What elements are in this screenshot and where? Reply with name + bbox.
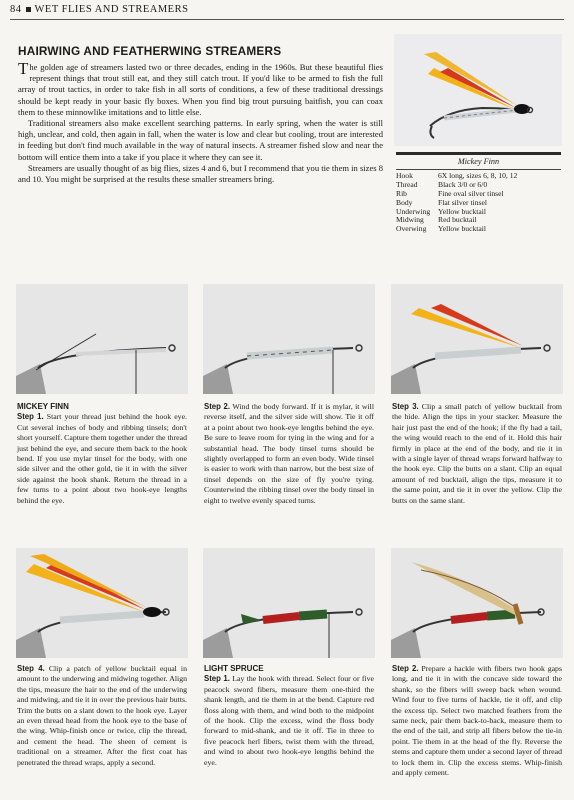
mickey-finn-fly-photo [394,34,562,146]
intro-text [18,59,383,185]
recipe-row: Underwing Yellow bucktail [396,206,486,216]
page-number: 84 [10,4,22,15]
recipe-row: Midwing Red bucktail [396,215,477,225]
bucktail-wing-illustration [391,284,563,394]
mickey-finn-illustration [394,34,562,146]
recipe-row: Hook 6X long, sizes 6, 8, 10, 12 [396,170,518,180]
step-mf-4: Step 4. Clip a patch of yellow bucktail equal in amount to the underwing and midwing together. Align the tips, measure the hair to the end of the underwing and midwing, and tie it in over the previous hair butts. Trim the butts on a slant down to the hook eye. Layer an even thread head from the hook eye to the base of the wing. Whip-finish once or twice, clip the thread, and cement the head. The sheen of cement is traditional on a streamer. After the first coat has penetrated the thread wraps, apply a second. [17,664,187,767]
recipe-row: Thread Black 3/0 or 6/0 [396,179,488,189]
article-title: HAIRWING AND FEATHERWING STREAMERS [18,44,282,58]
recipe-table [396,172,561,234]
step-mf-1: MICKEY FINN Step 1. Start your thread just behind the hook eye. Cut several inches of body and ribbing tinsels; don't short yourself. Capture them together under the thread just behind the eye, and secure them back to the hook bend. If you use mylar tinsel for the body, with one side silver and the other gold, tie it in with the silver side against the hook shank. Return the thread in a few turns to a point about two hook-eye lengths behind the eye. [17,402,187,505]
finished-mickey-finn-illustration [16,548,188,658]
pattern-heading: LIGHT SPRUCE [204,664,264,673]
finished-light-spruce-illustration [391,548,563,658]
step-photo-mf-2 [203,284,375,394]
peacock-floss-body-illustration [203,548,375,658]
recipe-title: Mickey Finn [457,157,500,166]
hook-with-tinsel-illustration [16,284,188,394]
recipe-top-bar [396,152,561,155]
drop-cap: T [18,59,29,78]
step-mf-2: Step 2. Wind the body forward. If it is mylar, it will reverse itself, and the silver side will show. Tie it off at a point about two hook-eye lengths behind the eye. Be sure to leave room for tying in the wing and for a substantial head. The body tinsel turns should be slightly overlapped to form an even body. Wide tinsel is easier to work with than narrow, but the best size of tinsel depends on the size of fly you're tying. Counterwind the ribbing tinsel over the body tinsel in eight to twelve evenly spaced turns. [204,402,374,505]
step-mf-3: Step 3. Clip a small patch of yellow bucktail from the hide. Align the tips in your stacker. Measure the hair just past the end of the hook; if the fly had a tail, the wing would reach to the end of it. Hold this hair firmly in place at the end of the body, and tie it in with a single layer of thread wraps forward halfway to the hook eye. Clip the butts on a slant. Clip an equal amount of red bucktail, align the tips, measure it to the same point, and tie it in over the yellow. Clip the butts on the same slant. [392,402,562,505]
intro-paragraph-1: The golden age of streamers lasted two or three decades, ending in the 1960s. But these beautiful flies represent things that trout still eat, and they still catch trout. If you'd like to be armed to fish the full array of trout tactics, in order to take fish in all sorts of conditions, a few of these traditional dressings should be kept ready in your basic fly boxes. When you find big trout pursuing baitfish, you can coax them to these minnowlike imitations and to little else. [18,59,383,117]
section-title: WET FLIES AND STREAMERS [34,4,189,15]
step-ls-2: Step 2. Prepare a hackle with fibers two hook gaps long, and tie it in with the concave side toward the shank, so the fibers will sweep back when wound. Wind four to five turns of hackle, tie it off, and clip the excess tip. Select two matched feathers from the same neck, pair them back-to-back, measure them to the end of the tail, and strip all fibers below the tie-in point. Tie them in at the head of the fly. Reverse the stems and capture them under a second layer of thread to lock them in. Clip the excess stems. Whip-finish and apply cement. [392,664,562,778]
tinsel-body-illustration [203,284,375,394]
recipe-rule [396,169,561,170]
recipe-box [396,152,561,234]
step-photo-mf-1 [16,284,188,394]
step-photo-mf-4 [16,548,188,658]
step-photo-ls-1 [203,548,375,658]
recipe-row: Overwing Yellow bucktail [396,224,486,234]
step-photo-mf-3 [391,284,563,394]
intro-paragraph-3: Streamers are usually thought of as big flies, sizes 4 and 6, but I recommend that you tie them in sizes 8 and 10. You might be surprised at the results these smaller streamers bring. [18,162,383,185]
intro-paragraph-2: Traditional streamers also make excellent searching patterns. In early spring, when the water is still high, unclear, and cold, then again in fall, when the water is low and clear but cooling, trout are interested in feeding but don't find much available in the way of natural insects. A streamer fished slow and near the bottom will entice them into a take if you place it where they can see it. [18,118,383,162]
recipe-row: Rib Fine oval silver tinsel [396,188,504,198]
running-header [10,4,188,15]
step-ls-1: LIGHT SPRUCE Step 1. Lay the hook with thread. Select four or five peacock sword fibers, measure them one-third the shank length, and tie them in at the bend. Capture red floss along with them, and wind both to the midpoint of the hook. Clip the excess, wind the floss body forward to mid-shank, and tie it off. Tie in three to five peacock herl fibers, twist them with the thread, and wind to about two hook-eye lengths behind the eye. [204,664,374,767]
header-rule [10,19,564,20]
header-square-icon [26,7,31,12]
recipe-row: Body Flat silver tinsel [396,197,487,207]
step-photo-ls-2 [391,548,563,658]
pattern-heading: MICKEY FINN [17,402,69,411]
